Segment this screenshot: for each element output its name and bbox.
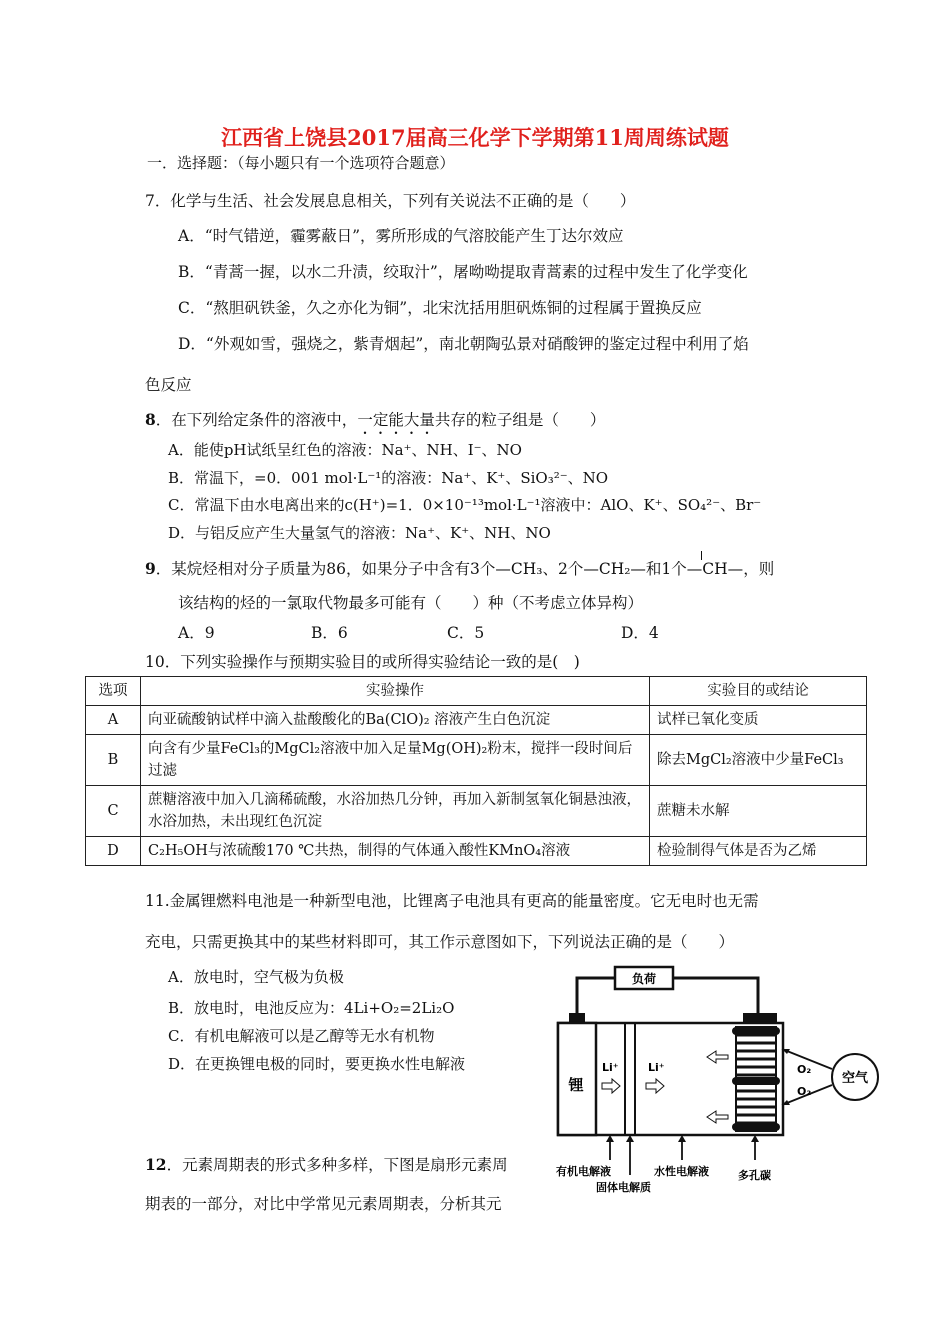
table-header: 选项 bbox=[86, 677, 141, 706]
q12-stem-1: 12．元素周期表的形式多种多样，下图是扇形元素周 bbox=[145, 1155, 508, 1174]
page-title: 江西省上饶县2017届高三化学下学期第11周周练试题 bbox=[221, 125, 729, 150]
table-cell: B bbox=[86, 735, 141, 786]
q10-stem: 10．下列实验操作与预期实验目的或所得实验结论一致的是( ) bbox=[145, 653, 580, 671]
table-cell: A bbox=[86, 706, 141, 735]
q9-option-c: C．5 bbox=[447, 624, 485, 642]
table-cell: 除去MgCl₂溶液中少量FeCl₃ bbox=[650, 735, 867, 786]
table-cell: C₂H₅OH与浓硫酸170 ℃共热，制得的气体通入酸性KMnO₄溶液 bbox=[141, 837, 650, 866]
table-cell: C bbox=[86, 786, 141, 837]
q8-emphasis: 一定能大量 bbox=[357, 411, 435, 429]
q8-option-b: B．常温下，=0．001 mol·L⁻¹的溶液：Na⁺、K⁺、SiO₃²⁻、NO bbox=[168, 469, 609, 487]
table-row bbox=[86, 837, 867, 866]
section-heading: 一．选择题：（每小题只有一个选项符合题意） bbox=[147, 154, 455, 172]
aqueous-electrolyte-label: 水性电解液 bbox=[654, 1165, 709, 1178]
organic-electrolyte-label: 有机电解液 bbox=[556, 1165, 611, 1178]
q8-stem: 8．在下列给定条件的溶液中，一定能大量共存的粒子组是（ ） bbox=[145, 410, 606, 429]
table-row bbox=[86, 735, 867, 786]
solid-electrolyte-label: 固体电解质 bbox=[596, 1181, 651, 1194]
table-cell: 向含有少量FeCl₃的MgCl₂溶液中加入足量Mg(OH)₂粉末，搅拌一段时间后过滤 bbox=[141, 735, 650, 786]
q9-number: 9 bbox=[145, 559, 156, 578]
battery-diagram bbox=[550, 965, 890, 1215]
q12-stem-2: 期表的一部分，对比中学常见元素周期表，分析其元 bbox=[145, 1195, 502, 1213]
q11-option-b: B．放电时，电池反应为：4Li+O₂=2Li₂O bbox=[168, 999, 455, 1017]
table-cell: 蔗糖溶液中加入几滴稀硫酸，水浴加热几分钟，再加入新制氢氧化铜悬浊液，水浴加热，未出现红色沉淀 bbox=[141, 786, 650, 837]
o2-label: O₂ bbox=[797, 1063, 812, 1076]
q7-option-a: A．“时气错逆，霾雾蔽日”，雾所形成的气溶胶能产生丁达尔效应 bbox=[178, 227, 624, 245]
air-label: 空气 bbox=[841, 1071, 869, 1086]
q8-option-d: D．与铝反应产生大量氢气的溶液：Na⁺、K⁺、NH、NO bbox=[168, 524, 551, 542]
table-cell: 蔗糖未水解 bbox=[650, 786, 867, 837]
o2-label: O₂ bbox=[797, 1085, 812, 1098]
wire-right bbox=[673, 978, 758, 1013]
q7-stem: 7．化学与生活、社会发展息息相关，下列有关说法不正确的是（ ） bbox=[145, 192, 636, 210]
li-ion-label: Li⁺ bbox=[602, 1061, 619, 1074]
q7-option-b: B．“青蒿一握，以水二升渍，绞取汁”，屠呦呦提取青蒿素的过程中发生了化学变化 bbox=[178, 263, 748, 281]
porous-carbon-electrode bbox=[732, 1027, 780, 1131]
q7-option-c: C．“熬胆矾铁釜，久之亦化为铜”，北宋沈括用胆矾炼铜的过程属于置换反应 bbox=[178, 299, 702, 317]
q9-line2: 该结构的烃的一氯取代物最多可能有（ ）种（不考虑立体异构） bbox=[178, 594, 644, 612]
q11-option-d: D．在更换锂电极的同时，要更换水性电解液 bbox=[168, 1055, 466, 1073]
table-cell: 向亚硫酸钠试样中滴入盐酸酸化的Ba(ClO)₂ 溶液产生白色沉淀 bbox=[141, 706, 650, 735]
q8-option-c: C．常温下由水电离出来的c(H⁺)=1．0×10⁻¹³mol·L⁻¹溶液中：AlO、K⁺、SO₄²⁻、Br⁻ bbox=[168, 496, 762, 514]
table-header: 实验操作 bbox=[141, 677, 650, 706]
load-label: 负荷 bbox=[631, 972, 657, 986]
lithium-label: 锂 bbox=[568, 1076, 584, 1094]
porous-carbon-label: 多孔碳 bbox=[738, 1169, 771, 1182]
q11-option-c: C．有机电解液可以是乙醇等无水有机物 bbox=[168, 1027, 435, 1045]
q7-option-d-cont: 色反应 bbox=[145, 376, 192, 394]
q8-number: 8 bbox=[145, 410, 156, 429]
wire-left bbox=[577, 978, 615, 1013]
q11-option-a: A．放电时，空气极为负极 bbox=[168, 968, 344, 986]
table-row bbox=[86, 706, 867, 735]
li-ion-label: Li⁺ bbox=[648, 1061, 665, 1074]
q12-number: 12 bbox=[145, 1155, 167, 1174]
q7-option-d: D．“外观如雪，强烧之，紫青烟起”，南北朝陶弘景对硝酸钾的鉴定过程中利用了焰 bbox=[178, 335, 749, 353]
q8-option-a: A．能使pH试纸呈红色的溶液：Na⁺、NH、I⁻、NO bbox=[168, 441, 522, 459]
q9-stem: 9．某烷烃相对分子质量为86，如果分子中含有3个—CH₃、2个—CH₂—和1个 —CH—，则 bbox=[145, 557, 774, 579]
q9-option-b: B．6 bbox=[311, 624, 348, 642]
ch-structure: —CH— bbox=[687, 560, 743, 578]
experiment-table bbox=[85, 676, 867, 866]
table-cell: 试样已氧化变质 bbox=[650, 706, 867, 735]
table-header-row bbox=[86, 677, 867, 706]
q9-option-a: A．9 bbox=[178, 624, 215, 642]
table-cell: 检验制得气体是否为乙烯 bbox=[650, 837, 867, 866]
table-header: 实验目的或结论 bbox=[650, 677, 867, 706]
q11-stem-2: 充电，只需更换其中的某些材料即可，其工作示意图如下，下列说法正确的是（ ） bbox=[145, 933, 735, 951]
table-cell: D bbox=[86, 837, 141, 866]
q9-option-d: D．4 bbox=[621, 624, 659, 642]
table-row bbox=[86, 786, 867, 837]
q11-stem-1: 11.金属锂燃料电池是一种新型电池，比锂离子电池具有更高的能量密度。它无电时也无需 bbox=[145, 892, 759, 910]
